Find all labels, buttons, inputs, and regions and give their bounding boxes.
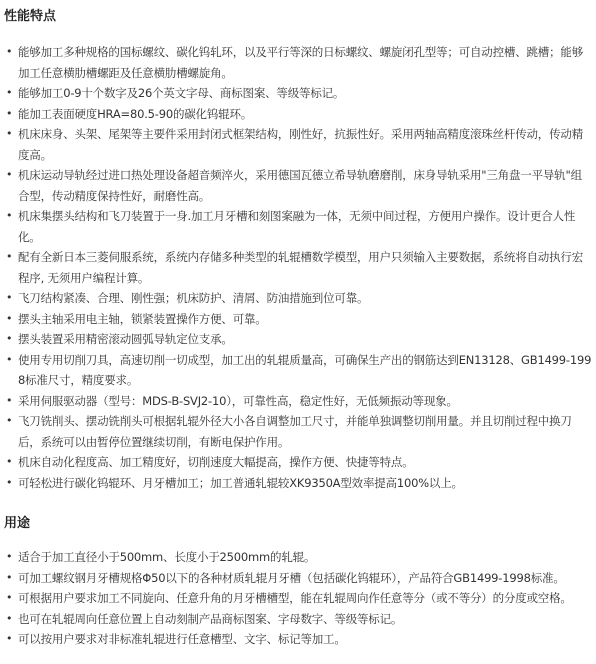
list-item-text: 摆头装置采用精密滚动圆弧导轨定位支承。 bbox=[18, 332, 233, 346]
list-item-text: 适合于加工直径小于500mm、长度小于2500mm的轧辊。 bbox=[18, 550, 316, 564]
list-item-text: 能够加工0-9十个数字及26个英文字母、商标图案、等级等标记。 bbox=[18, 86, 345, 100]
list-item-text: 可加工螺纹钢月牙槽规格Φ50以下的各种材质轧辊月牙槽（包括碳化钨辊环），产品符合GB1499-1998标准。 bbox=[18, 570, 565, 585]
list-item bbox=[4, 629, 592, 650]
list-item bbox=[4, 42, 592, 83]
bullet-icon: • bbox=[6, 332, 13, 345]
list-item-text: 配有全新日本三菱伺服系统，系统内存储多种类型的轧辊槽数学模型，用户只须输入主要数据，系统将自动执行宏程序, 无须用户编程计算。 bbox=[18, 250, 583, 285]
usage-list bbox=[4, 547, 592, 650]
list-item bbox=[4, 83, 592, 104]
bullet-icon: • bbox=[6, 45, 13, 58]
bullet-icon: • bbox=[6, 475, 13, 489]
list-item bbox=[4, 568, 592, 589]
list-item-text: 也可在轧辊周向任意位置上自动刻制产品商标图案、字母数字、等级等标记。 bbox=[18, 611, 403, 626]
list-item-text: 使用专用切削刀具，高速切削一切成型，加工出的轧辊质量高，可确保生产出的钢筋达到EN13128、GB1499-1998标准尺寸，精度要求。 bbox=[18, 352, 592, 387]
list-item bbox=[4, 473, 592, 494]
bullet-icon: • bbox=[6, 311, 13, 325]
list-item-text: 飞刀铣削头、摆动铣削头可根据轧辊外径大小各自调整加工尺寸，并能单独调整切削用量。并且切削过程中换刀后，系统可以由暂停位置继续切削，有断电保护作用。 bbox=[18, 414, 572, 449]
list-item bbox=[4, 547, 592, 568]
bullet-icon: • bbox=[6, 86, 13, 99]
list-item-text: 采用伺服驱动器（型号：MDS-B-SVJ2-10），可靠性高，稳定性好，无低频振动等现象。 bbox=[18, 393, 458, 408]
list-item bbox=[4, 609, 592, 630]
bullet-icon: • bbox=[6, 291, 13, 304]
list-item bbox=[4, 391, 592, 412]
features-list bbox=[4, 42, 592, 493]
bullet-icon: • bbox=[6, 455, 13, 468]
bullet-icon: • bbox=[6, 550, 13, 563]
list-item bbox=[4, 309, 592, 330]
bullet-icon: • bbox=[6, 250, 13, 263]
bullet-icon: • bbox=[6, 611, 13, 625]
bullet-icon: • bbox=[6, 591, 13, 604]
list-item bbox=[4, 452, 592, 473]
list-item-text: 机床自动化程度高、加工精度好，切削速度大幅提高，操作方便、快捷等特点。 bbox=[18, 455, 414, 469]
usage-section bbox=[4, 513, 592, 650]
usage-heading: 用途 bbox=[4, 516, 31, 531]
list-item bbox=[4, 411, 592, 452]
bullet-icon: • bbox=[6, 168, 13, 181]
list-item-text: 机床运动导轨经过进口热处理设备超音频淬火，采用德国瓦德立希导轨磨磨削，床身导轨采用"三角盘一平导轨"组合型，传动精度保持性好，耐磨性高。 bbox=[18, 168, 582, 203]
list-item bbox=[4, 288, 592, 309]
list-item-text: 飞刀结构紧凑、合理、刚性强；机床防护、清屑、防油措施到位可靠。 bbox=[18, 291, 369, 305]
bullet-icon: • bbox=[6, 106, 13, 120]
list-item bbox=[4, 165, 592, 206]
list-item bbox=[4, 329, 592, 350]
list-item bbox=[4, 350, 592, 391]
bullet-icon: • bbox=[6, 632, 13, 645]
features-heading: 性能特点 bbox=[4, 9, 57, 24]
bullet-icon: • bbox=[6, 127, 13, 140]
list-item-text: 可根据用户要求加工不同旋向、任意升角的月牙槽槽型，能在轧辊周向作任意等分（或不等分）的分度或空格。 bbox=[18, 591, 572, 605]
bullet-icon: • bbox=[6, 393, 13, 407]
list-item-text: 摆头主轴采用电主轴，锁紧装置操作方便、可靠。 bbox=[18, 311, 267, 326]
list-item bbox=[4, 247, 592, 288]
list-item bbox=[4, 206, 592, 247]
bullet-icon: • bbox=[6, 209, 13, 222]
features-section bbox=[4, 6, 592, 493]
list-item bbox=[4, 588, 592, 609]
bullet-icon: • bbox=[6, 414, 13, 427]
list-item-text: 可轻松进行碳化钨辊环、月牙槽加工；加工普通轧辊较XK9350A型效率提高100%以上。 bbox=[18, 475, 463, 490]
list-item-text: 能够加工多种规格的国标螺纹、碳化钨轧环，以及平行等深的日标螺纹、螺旋闭孔型等；可自动控槽、跳槽；能够加工任意横肋槽螺距及任意横肋槽螺旋角。 bbox=[18, 45, 583, 80]
list-item bbox=[4, 124, 592, 165]
bullet-icon: • bbox=[6, 352, 13, 366]
list-item-text: 可以按用户要求对非标准轧辊进行任意槽型、文字、标记等加工。 bbox=[18, 632, 346, 646]
list-item-text: 机床集摆头结构和飞刀装置于一身.加工月牙槽和刻图案融为一体，无须中间过程，方便用户操作。设计更合人性化。 bbox=[18, 209, 576, 244]
bullet-icon: • bbox=[6, 570, 13, 584]
list-item-text: 能加工表面硬度HRA=80.5-90的碳化钨辊环。 bbox=[18, 106, 253, 121]
list-item-text: 机床床身、头架、尾架等主要件采用封闭式框架结构，刚性好，抗振性好。采用两轴高精度滚珠丝杆传动，传动精度高。 bbox=[18, 127, 583, 162]
list-item bbox=[4, 104, 592, 125]
